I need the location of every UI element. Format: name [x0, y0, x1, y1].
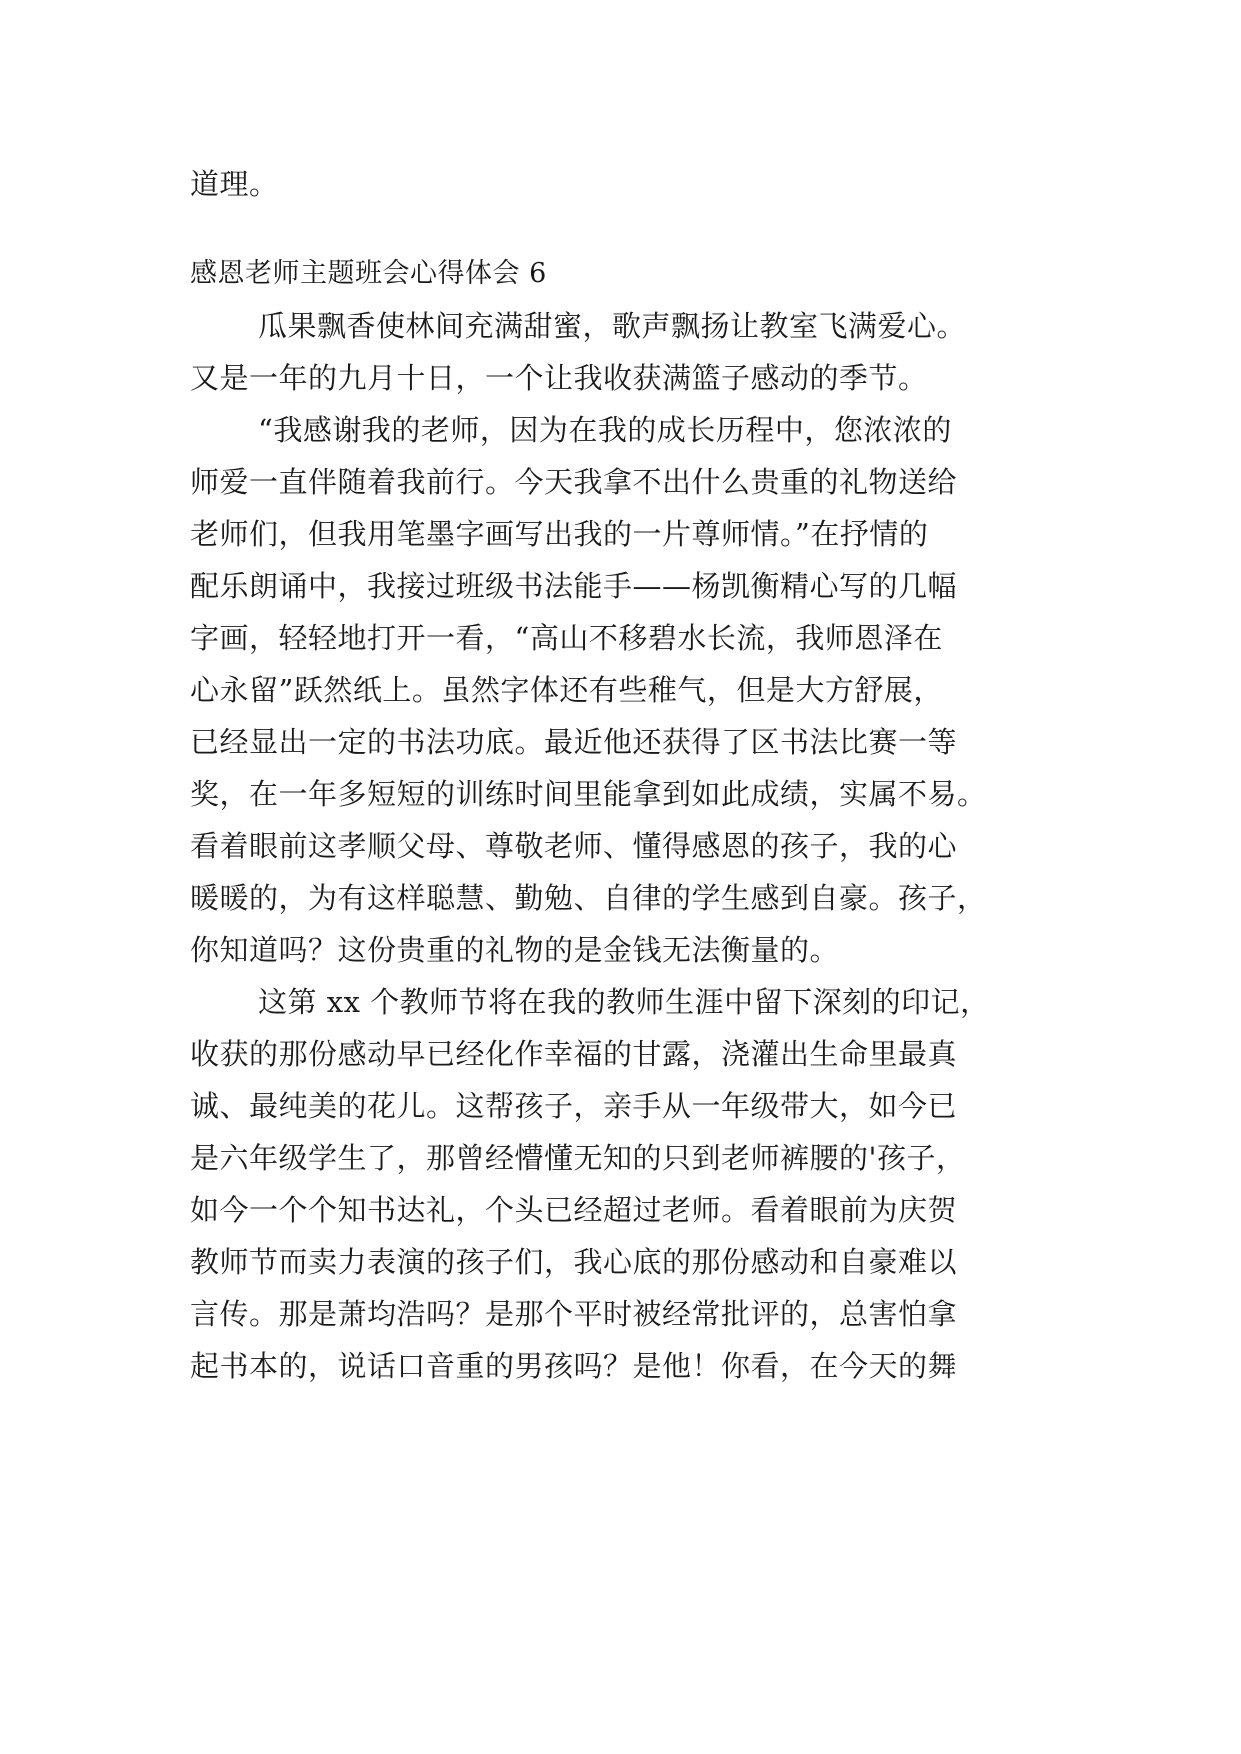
paragraph-line: 起书本的，说话口音重的男孩吗？是他！你看，在今天的舞 — [190, 1349, 958, 1383]
section-heading: 感恩老师主题班会心得体会 6 — [190, 258, 547, 289]
paragraph-line: 是六年级学生了，那曾经懵懂无知的只到老师裤腰的'孩子， — [190, 1141, 966, 1175]
text-line: 道理。 — [190, 167, 279, 201]
paragraph-line: “我感谢我的老师，因为在我的成长历程中，您浓浓的 — [258, 413, 952, 447]
paragraph-line: 暖暖的，为有这样聪慧、勤勉、自律的学生感到自豪。孩子， — [190, 881, 987, 915]
paragraph-line: 奖，在一年多短短的训练时间里能拿到如此成绩，实属不易。 — [190, 777, 987, 811]
paragraph-line: 言传。那是萧均浩吗？是那个平时被经常批评的，总害怕拿 — [190, 1297, 958, 1331]
paragraph-line: 心永留”跃然纸上。虽然字体还有些稚气，但是大方舒展， — [190, 673, 943, 707]
paragraph-line: 诚、最纯美的花儿。这帮孩子，亲手从一年级带大，如今已 — [190, 1089, 958, 1123]
paragraph-line: 瓜果飘香使林间充满甜蜜，歌声飘扬让教室飞满爱心。 — [258, 309, 967, 343]
paragraph-line: 配乐朗诵中，我接过班级书法能手——杨凯衡精心写的几幅 — [190, 569, 958, 603]
paragraph-line: 字画，轻轻地打开一看，“高山不移碧水长流，我师恩泽在 — [190, 621, 943, 655]
paragraph-line: 已经显出一定的书法功底。最近他还获得了区书法比赛一等 — [190, 725, 958, 759]
paragraph-line: 如今一个个知书达礼，个头已经超过老师。看着眼前为庆贺 — [190, 1193, 958, 1227]
paragraph-line: 教师节而卖力表演的孩子们，我心底的那份感动和自豪难以 — [190, 1245, 958, 1279]
paragraph-line: 这第 xx 个教师节将在我的教师生涯中留下深刻的印记， — [258, 985, 990, 1019]
paragraph-line: 你知道吗？这份贵重的礼物的是金钱无法衡量的。 — [190, 933, 840, 967]
paragraph-line: 又是一年的九月十日，一个让我收获满篮子感动的季节。 — [190, 361, 928, 395]
paragraph-line: 师爱一直伴随着我前行。今天我拿不出什么贵重的礼物送给 — [190, 465, 958, 499]
paragraph-line: 收获的那份感动早已经化作幸福的甘露，浇灌出生命里最真 — [190, 1037, 958, 1071]
paragraph-line: 老师们，但我用笔墨字画写出我的一片尊师情。”在抒情的 — [190, 517, 929, 551]
paragraph-line: 看着眼前这孝顺父母、尊敬老师、懂得感恩的孩子，我的心 — [190, 829, 958, 863]
